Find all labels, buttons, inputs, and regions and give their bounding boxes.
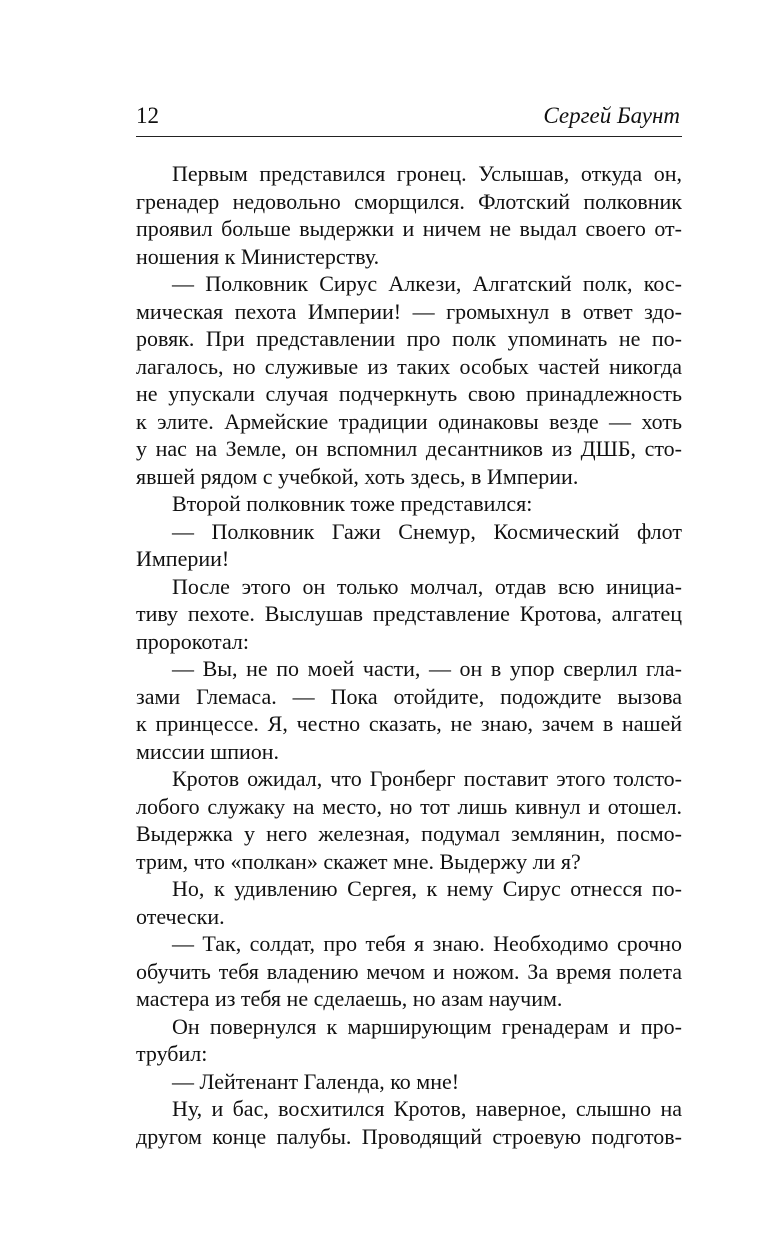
text-line: Ну, и бас, восхитился Кротов, наверное, слышно на [172, 1096, 682, 1121]
body-text [136, 160, 682, 1150]
text-line: лагалось, но служивые из таких особых частей никогда [136, 353, 682, 379]
text-line: явшей рядом с учебкой, хоть здесь, в Империи. [136, 463, 579, 489]
text-line: у нас на Земле, он вспомнил десантников из ДШБ, сто- [136, 436, 682, 461]
text-line: После этого он только молчал, отдав всю инициа- [172, 573, 682, 599]
text-line: тиву пехоте. Выслушав представление Кротова, алгатец [136, 601, 682, 626]
text-line: Первым представился гронец. Услышав, откуда он, [172, 161, 682, 186]
text-line: трубил: [136, 1041, 208, 1066]
text-line: зами Глемаса. — Пока отойдите, подождите вызова [136, 683, 682, 709]
text-line: Второй полковник тоже представился: [172, 491, 533, 516]
running-head-author: Сергей Баунт [543, 103, 680, 128]
text-line: не упускали случая подчеркнуть свою принадлежность [136, 381, 682, 406]
text-line: мическая пехота Империи! — громыхнул в ответ здо- [136, 298, 682, 324]
text-line: лобого служаку на место, но тот лишь кивнул и отошел. [136, 793, 682, 819]
text-line: ровяк. При представлении про полк упоминать не по- [136, 326, 682, 351]
text-line: — Вы, не по моей части, — он в упор сверлил гла- [172, 656, 682, 681]
text-line: Кротов ожидал, что Гронберг поставит этого толсто- [172, 766, 682, 791]
text-line: к элите. Армейские традиции одинаковы везде — хоть [136, 408, 682, 434]
text-line: гренадер недовольно сморщился. Флотский полковник [136, 188, 682, 214]
text-line: Но, к удивлению Сергея, к нему Сирус отнесся по- [172, 876, 682, 901]
text-line: мастера из тебя не сделаешь, но азам научим. [136, 986, 563, 1011]
text-line: к принцессе. Я, честно сказать, не знаю, зачем в нашей [136, 711, 682, 736]
header-rule [136, 136, 682, 137]
text-line: Он повернулся к марширующим гренадерам и про- [172, 1013, 682, 1039]
page-header [136, 98, 682, 134]
text-line: Империи! [136, 546, 230, 571]
text-line: — Полковник Гажи Снемур, Космический флот [172, 518, 682, 544]
text-line: — Полковник Сирус Алкези, Алгатский полк, кос- [172, 271, 682, 296]
text-line: обучить тебя владению мечом и ножом. За время полета [136, 958, 682, 984]
text-line: — Так, солдат, про тебя я знаю. Необходимо срочно [172, 931, 682, 956]
text-line: пророкотал: [136, 628, 249, 654]
text-line: — Лейтенант Галенда, ко мне! [172, 1068, 460, 1094]
text-line: трим, что «полкан» скажет мне. Выдержу ли я? [136, 848, 581, 874]
text-line: другом конце палубы. Проводящий строевую подготов- [136, 1123, 682, 1149]
text-line: ношения к Министерству. [136, 243, 380, 269]
text-line: отечески. [136, 903, 225, 929]
text-line: миссии шпион. [136, 738, 280, 764]
page-number: 12 [136, 103, 159, 128]
text-line: проявил больше выдержки и ничем не выдал своего от- [136, 216, 682, 241]
text-line: Выдержка у него железная, подумал землянин, посмо- [136, 821, 682, 846]
